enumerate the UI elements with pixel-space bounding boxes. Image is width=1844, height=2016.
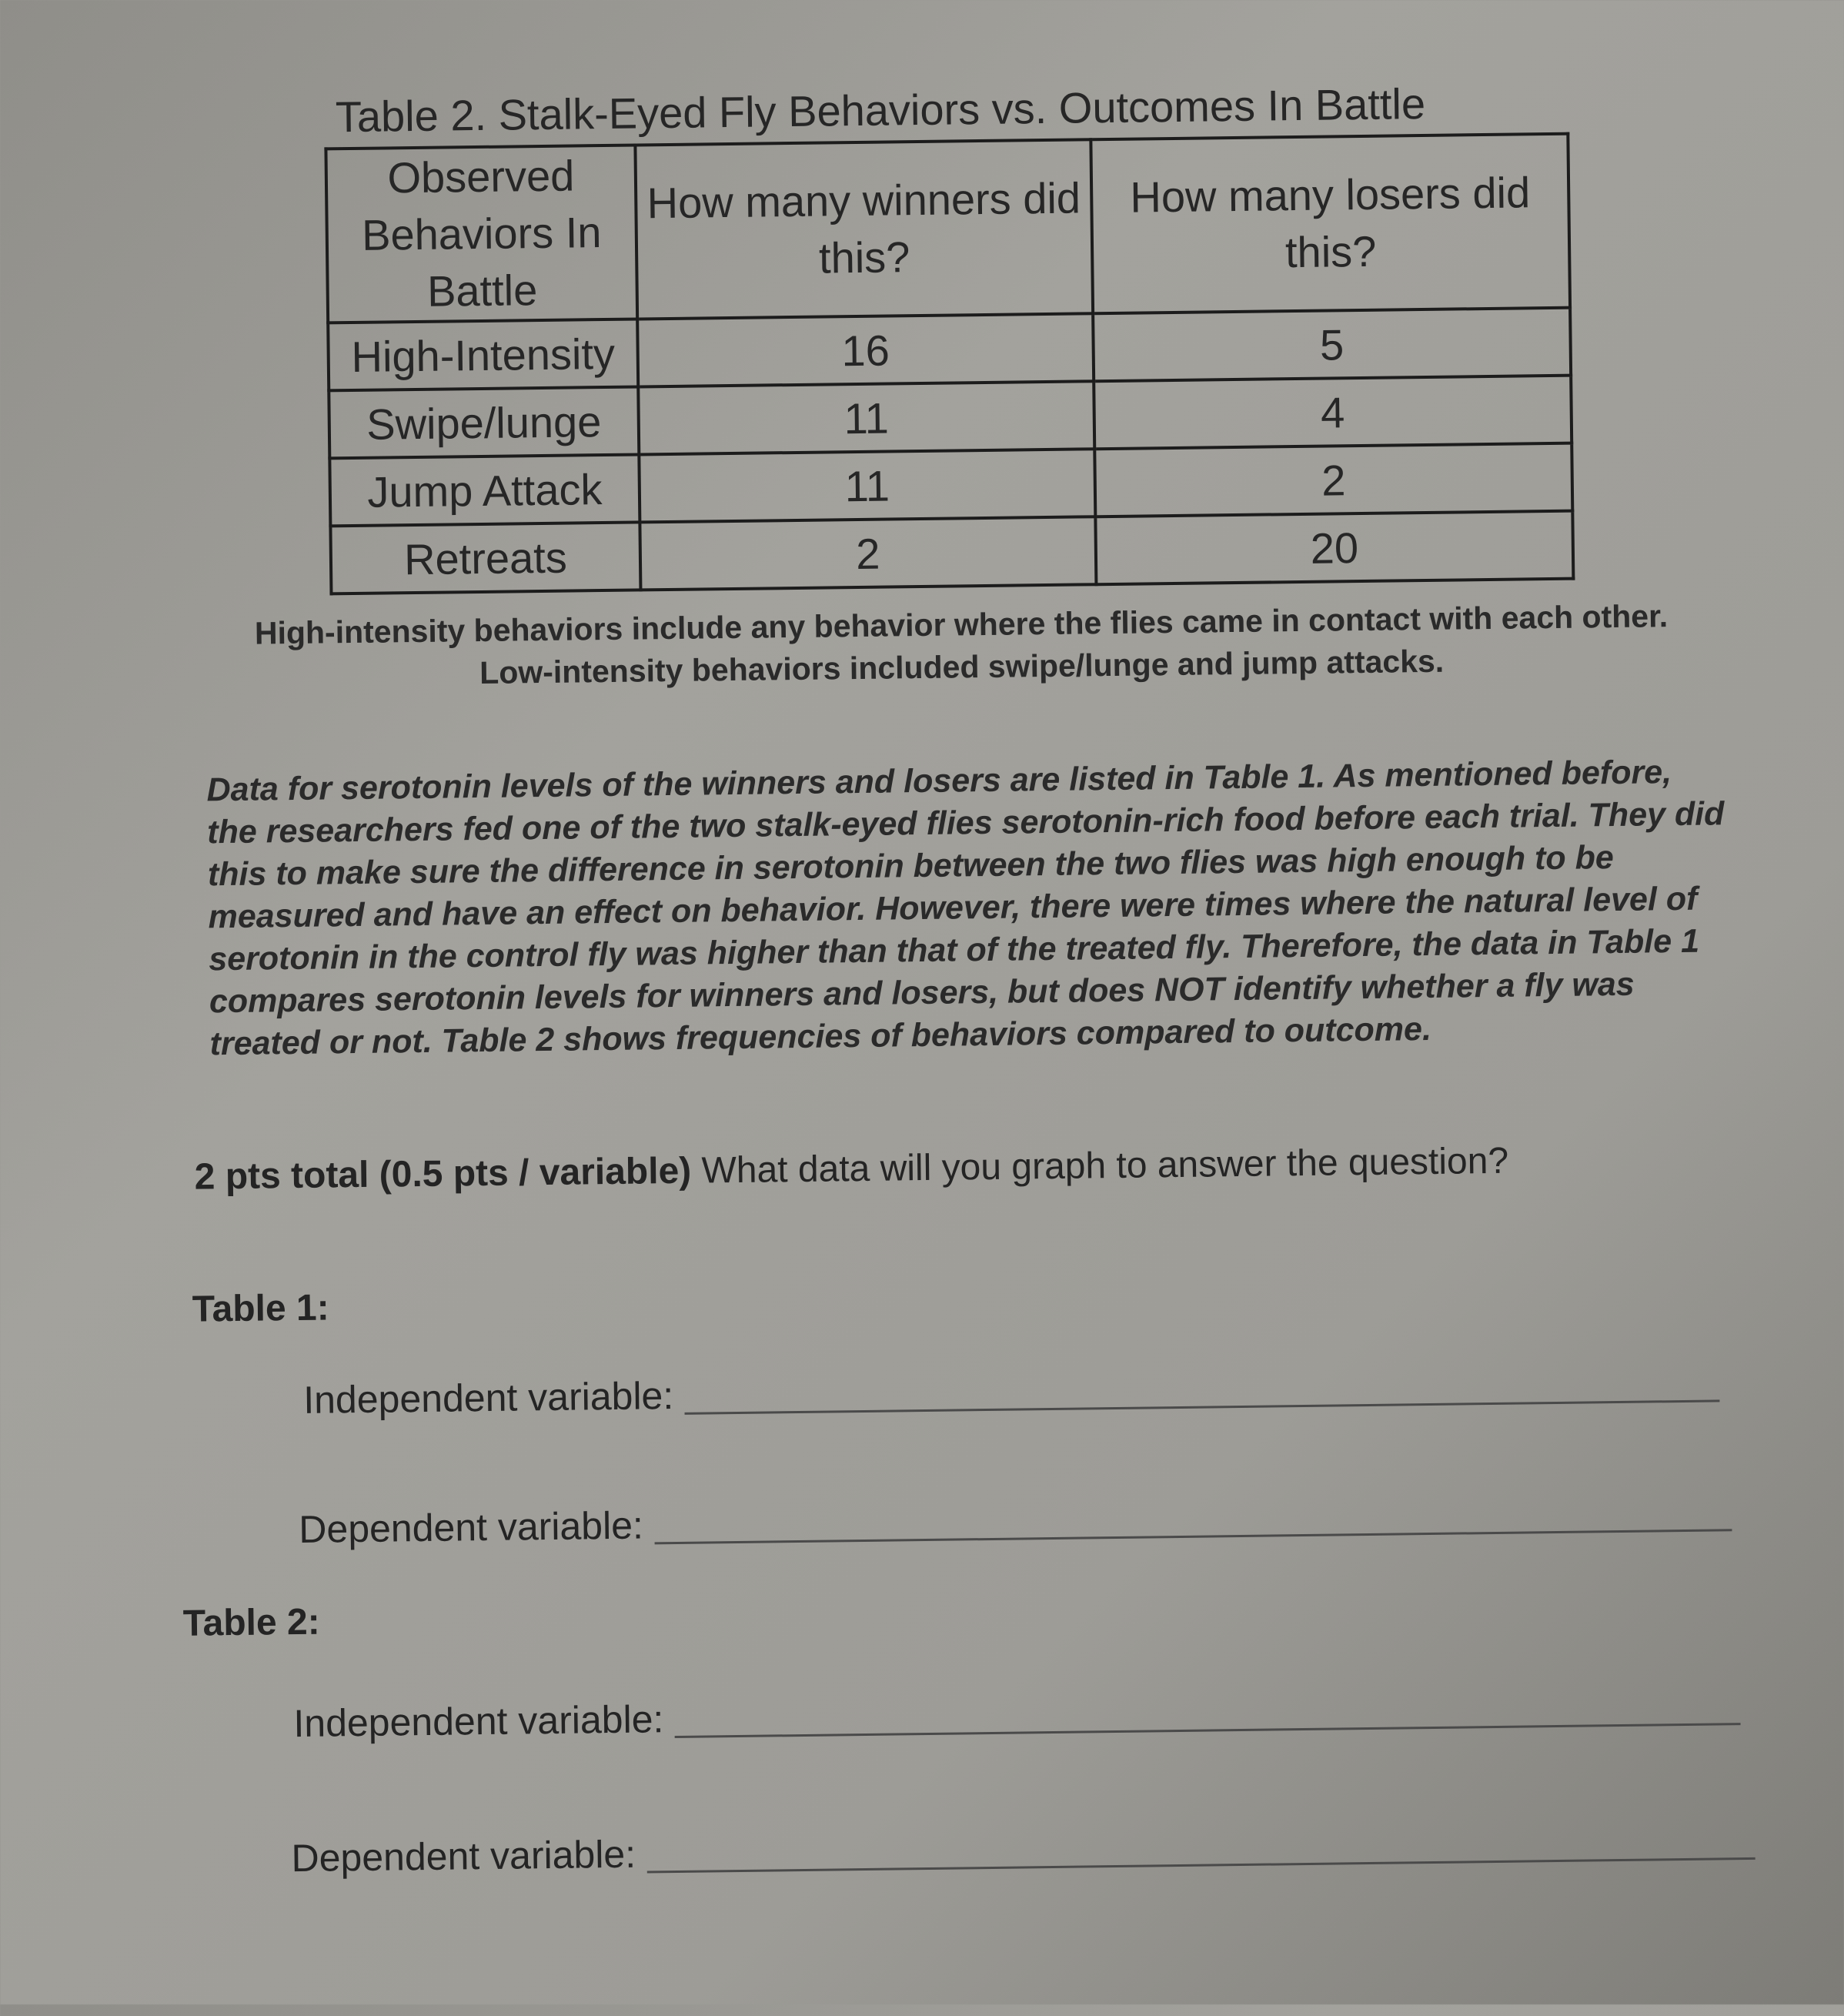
header-losers: How many losers did this?	[1091, 134, 1570, 314]
table-2-title: Table 2. Stalk-Eyed Fly Behaviors vs. Outcomes In Battle	[335, 79, 1426, 142]
low-intensity-note: Low-intensity behaviors included swipe/lunge and jump attacks.	[479, 643, 1445, 691]
table-header-row	[326, 134, 1570, 323]
header-winners: How many winners did this?	[635, 139, 1093, 319]
behavior-cell: Swipe/lunge	[329, 386, 639, 458]
losers-cell: 20	[1095, 511, 1573, 585]
table-notes	[222, 595, 1701, 697]
high-intensity-note: High-intensity behaviors include any behavior where the flies came in contact with each other.	[254, 598, 1669, 651]
dependent-variable-label: Dependent variable:	[291, 1832, 636, 1881]
dependent-variable-answer-line[interactable]	[646, 1857, 1755, 1874]
table-1-label: Table 1:	[192, 1287, 329, 1330]
losers-cell: 2	[1094, 443, 1572, 517]
header-behaviors: Observed Behaviors In Battle	[326, 145, 637, 323]
table-row	[330, 511, 1573, 594]
table-2-dependent-row	[291, 1818, 1755, 1881]
behavior-outcome-table	[324, 132, 1575, 596]
losers-cell: 4	[1094, 376, 1572, 450]
behavior-cell: High-Intensity	[328, 319, 638, 390]
winners-cell: 2	[640, 517, 1096, 590]
table-1-dependent-row	[299, 1489, 1732, 1552]
independent-variable-label: Independent variable:	[302, 1374, 674, 1422]
winners-cell: 11	[639, 449, 1095, 522]
winners-cell: 11	[638, 381, 1094, 454]
independent-variable-label: Independent variable:	[293, 1697, 664, 1746]
graph-question	[194, 1140, 1508, 1199]
table-2-independent-row	[293, 1683, 1741, 1746]
question-points: 2 pts total (0.5 pts / variable)	[194, 1150, 692, 1198]
behavior-cell: Jump Attack	[329, 454, 640, 526]
independent-variable-answer-line[interactable]	[684, 1399, 1719, 1414]
table-1-independent-row	[303, 1360, 1720, 1422]
dependent-variable-label: Dependent variable:	[298, 1503, 644, 1551]
table-2-label: Table 2:	[182, 1601, 320, 1644]
serotonin-paragraph: Data for serotonin levels of the winners and losers are listed in Table 1. As mentioned before, the researchers fed one of the two stalk-eyed flies serotonin-rich food before each trial. They did this to make sure the difference in serotonin between the two flies was high enough to be measured and have an effect on behavior. However, there were times where the natural level of serotonin in the control fly was higher than that of the treated fly. Therefore, the data in Table 1 compares serotonin levels for winners and losers, but does NOT identify whether a fly was treated or not. Table 2 shows frequencies of behaviors compared to outcome.	[206, 754, 1725, 1063]
behavior-cell: Retreats	[330, 522, 640, 593]
losers-cell: 5	[1093, 308, 1571, 382]
question-text: What data will you graph to answer the question?	[690, 1140, 1509, 1192]
independent-variable-answer-line[interactable]	[675, 1723, 1741, 1738]
dependent-variable-answer-line[interactable]	[654, 1529, 1732, 1544]
winners-cell: 16	[637, 313, 1094, 386]
